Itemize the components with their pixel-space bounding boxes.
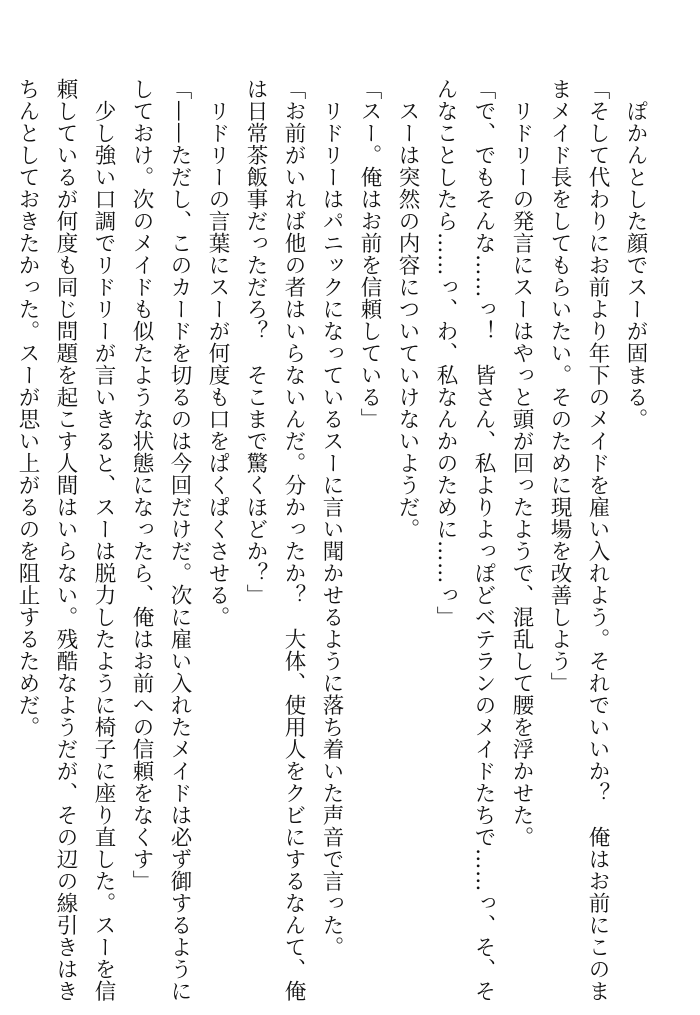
text-line: 頼しているが何度も同じ問題を起こす人間はいらない。残酷なようだが、その辺の線引きはき	[53, 78, 78, 1002]
text-line: リドリーはパニックになっているスーに言い聞かせるように落ち着いた声音で言った。	[319, 78, 344, 958]
text-line: ちんとしておきたかった。スーが思い上がるのを阻止するためだ。	[15, 78, 40, 738]
text-line: リドリーの言葉にスーが何度も口をぱくぱくさせる。	[205, 78, 230, 628]
text-line: リドリーの発言にスーはやっと頭が回ったようで、混乱して腰を浮かせた。	[509, 78, 534, 848]
text-line: んなことしたら……っ、わ、私なんかのために……っ」	[433, 78, 458, 628]
text-line: 「——ただし、このカードを切るのは今回だけだ。次に雇い入れたメイドは必ず御するように	[167, 78, 192, 1002]
text-line: 「スー。俺はお前を信頼している」	[357, 78, 382, 430]
text-line: まメイド長をしてもらいたい。そのために現場を改善しよう」	[547, 78, 572, 694]
text-line: スーは突然の内容についていけないようだ。	[395, 78, 420, 540]
text-line: は日常茶飯事だっただろ？ そこまで驚くほどか？」	[243, 78, 268, 606]
text-line: しておけ。次のメイドも似たような状態になったら、俺はお前への信頼をなくす」	[129, 78, 154, 892]
text-line: 「お前がいれば他の者はいらないんだ。分かったか？ 大体、使用人をクビにするなんて、俺	[281, 78, 306, 1002]
text-line: 「で、でもそんな……っ！ 皆さん、私よりよっぽどベテランのメイドたちで……っ、そ、そ	[471, 78, 496, 1002]
text-line: 少し強い口調でリドリーが言いきると、スーは脱力したように椅子に座り直した。スーを信	[91, 78, 116, 1002]
vertical-text-body	[8, 78, 654, 1002]
text-line: 「そして代わりにお前より年下のメイドを雇い入れよう。それでいいか？ 俺はお前にこのま	[585, 78, 610, 1002]
text-line: ぽかんとした顔でスーが固まる。	[623, 78, 648, 430]
